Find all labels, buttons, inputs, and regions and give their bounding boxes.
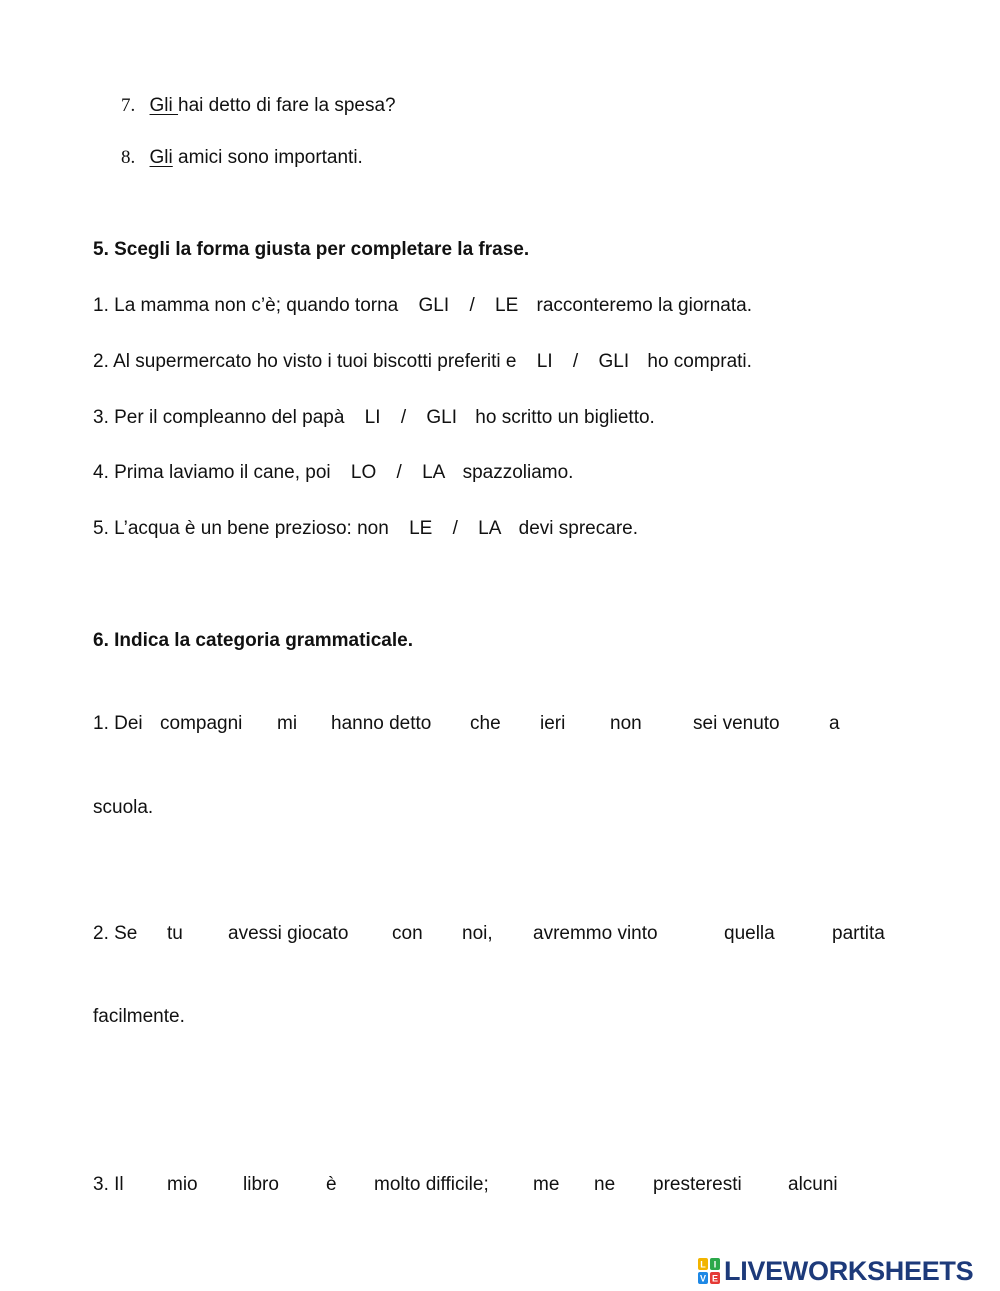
- word-token[interactable]: scuola.: [93, 797, 154, 818]
- option-separator: /: [572, 351, 579, 372]
- icon-letter: L: [700, 1259, 706, 1270]
- icon-letter: I: [713, 1259, 717, 1270]
- word-token[interactable]: che: [470, 713, 501, 734]
- option-1[interactable]: LI: [536, 351, 553, 372]
- option-1[interactable]: LI: [364, 407, 381, 428]
- word-token[interactable]: tu: [167, 923, 183, 944]
- icon-letter: V: [699, 1273, 707, 1284]
- option-separator: /: [452, 518, 458, 539]
- underlined-pronoun: Gli: [149, 147, 173, 168]
- word-token[interactable]: avremmo vinto: [533, 923, 658, 944]
- word-token[interactable]: mio: [167, 1174, 198, 1195]
- word-token[interactable]: presteresti: [653, 1174, 742, 1195]
- item-text: hai detto di fare la spesa?: [178, 95, 396, 116]
- sentence-end: ho comprati.: [647, 351, 752, 372]
- ex5-item-1: [93, 296, 752, 315]
- option-1[interactable]: LO: [350, 462, 377, 483]
- ex5-item-4: [93, 463, 573, 482]
- option-separator: /: [396, 462, 402, 483]
- word-token[interactable]: libro: [243, 1174, 279, 1195]
- brand-name: LIVEWORKSHEETS: [724, 1255, 974, 1286]
- option-1[interactable]: GLI: [418, 295, 450, 316]
- option-2[interactable]: GLI: [426, 407, 457, 428]
- word-token[interactable]: 1. Dei: [93, 713, 143, 734]
- word-token[interactable]: quella: [724, 923, 775, 944]
- ex5-item-5: [93, 519, 638, 538]
- word-token[interactable]: mi: [277, 713, 298, 734]
- option-2[interactable]: GLI: [598, 351, 630, 372]
- word-token[interactable]: ieri: [540, 713, 566, 734]
- option-2[interactable]: LA: [478, 518, 501, 539]
- list-item-7: [121, 96, 396, 115]
- word-token[interactable]: avessi giocato: [228, 923, 349, 944]
- sentence-start: 4. Prima laviamo il cane, poi: [93, 462, 331, 483]
- icon-letter: E: [711, 1273, 719, 1284]
- option-separator: /: [400, 407, 407, 428]
- underlined-pronoun: Gli: [149, 95, 179, 116]
- option-2[interactable]: LE: [495, 295, 519, 316]
- item-number: 7.: [121, 95, 136, 116]
- word-token[interactable]: alcuni: [788, 1174, 838, 1195]
- sentence-end: devi sprecare.: [518, 518, 638, 539]
- option-2[interactable]: LA: [422, 462, 445, 483]
- sentence-start: 1. La mamma non c’è; quando torna: [93, 295, 399, 316]
- word-token[interactable]: è: [326, 1174, 337, 1195]
- word-token[interactable]: partita: [832, 923, 885, 944]
- list-item-8: [121, 148, 363, 167]
- word-token[interactable]: ne: [594, 1174, 616, 1195]
- word-token[interactable]: me: [533, 1174, 560, 1195]
- live-blocks-icon: [698, 1258, 720, 1284]
- sentence-end: spazzoliamo.: [462, 462, 574, 483]
- liveworksheets-logo: [698, 1256, 973, 1286]
- sentence-end: ho scritto un biglietto.: [475, 407, 655, 428]
- sentence-start: 5. L’acqua è un bene prezioso: non: [93, 518, 389, 539]
- word-token[interactable]: 2. Se: [93, 923, 138, 944]
- option-separator: /: [469, 295, 475, 316]
- word-token[interactable]: noi,: [462, 923, 493, 944]
- word-token[interactable]: non: [610, 713, 642, 734]
- sentence-end: racconteremo la giornata.: [536, 295, 752, 316]
- word-token[interactable]: 3. Il: [93, 1174, 124, 1195]
- item-text: amici sono importanti.: [172, 147, 363, 168]
- sentence-start: 2. Al supermercato ho visto i tuoi biscotti preferiti e: [93, 351, 517, 372]
- exercise-5-title: 5. Scegli la forma giusta per completare la frase.: [93, 239, 530, 260]
- word-token[interactable]: sei venuto: [693, 713, 780, 734]
- word-token[interactable]: hanno detto: [331, 713, 432, 734]
- sentence-start: 3. Per il compleanno del papà: [93, 407, 345, 428]
- word-token[interactable]: compagni: [160, 713, 243, 734]
- item-number: 8.: [121, 147, 136, 168]
- word-token[interactable]: molto difficile;: [374, 1174, 489, 1195]
- option-1[interactable]: LE: [409, 518, 433, 539]
- word-token[interactable]: con: [392, 923, 423, 944]
- ex5-item-2: [93, 352, 752, 371]
- ex5-item-3: [93, 408, 655, 427]
- word-token[interactable]: facilmente.: [93, 1006, 185, 1027]
- word-token[interactable]: a: [829, 713, 840, 734]
- exercise-6-title: 6. Indica la categoria grammaticale.: [93, 630, 413, 651]
